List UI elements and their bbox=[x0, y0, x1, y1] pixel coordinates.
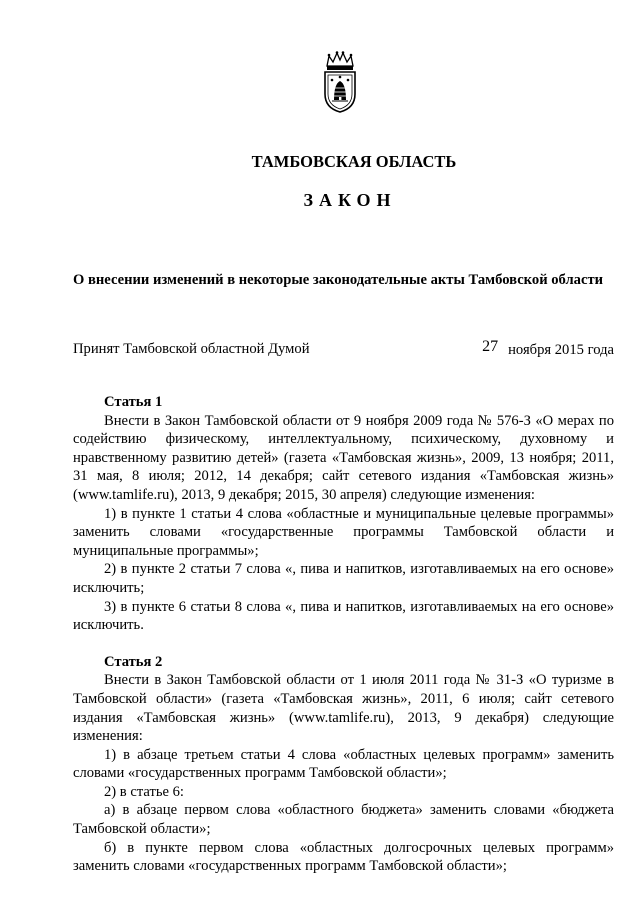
article-2-item: б) в пункте первом слова «областных долгосрочных целевых программ» заменить словами «государственных программ Тамбовской области»; bbox=[73, 839, 614, 875]
adoption-day: 27 bbox=[482, 338, 499, 355]
article-2-item: 2) в статье 6: bbox=[104, 783, 184, 800]
document-type-title: ЗАКОН bbox=[303, 190, 397, 210]
article-2-item: 1) в абзаце третьем статьи 4 слова «областных целевых программ» заменить словами «государственных программ Тамбовской области»; bbox=[73, 746, 614, 782]
article-2-intro: Внести в Закон Тамбовской области от 1 июля 2011 года № 31-З «О туризме в Тамбовской области» (газета «Тамбовская жизнь», 2011, 6 июля; сайт сетевого издания «Тамбовская жизнь» (www.tamlife.ru), 2013, 9 декабря) следующие изменения: bbox=[73, 672, 614, 745]
article-1-item: 2) в пункте 2 статьи 7 слова «, пива и напитков, изготавливаемых на его основе» исключить; bbox=[73, 561, 614, 596]
law-subject-title: О внесении изменений в некоторые законодательные акты Тамбовской области bbox=[73, 272, 604, 288]
adoption-date bbox=[482, 340, 614, 360]
region-name: ТАМБОВСКАЯ ОБЛАСТЬ bbox=[251, 152, 457, 171]
adoption-line bbox=[73, 340, 614, 359]
adoption-month-year: ноября 2015 года bbox=[508, 342, 614, 358]
law-body bbox=[73, 393, 614, 876]
article-1-item: 1) в пункте 1 статьи 4 слова «областные и муниципальные целевые программы» заменить словами «государственные программы Тамбовской области и муниципальные программы»; bbox=[73, 505, 614, 559]
adopted-by: Принят Тамбовской областной Думой bbox=[73, 341, 310, 357]
article-1-intro: Внести в Закон Тамбовской области от 9 ноября 2009 года № 576-З «О мерах по содействию физическому, интеллектуальному, психическому, духовному и нравственному развитию детей» (газета «Тамбовская жизнь», 2009, 13 ноября; 2011, 31 мая, 8 июля; 2012, 14 декабря; сайт сетевого издания «Тамбовская жизнь» (www.tamlife.ru), 2013, 9 декабря; 2015, 30 апреля) следующие изменения: bbox=[73, 412, 614, 503]
article-2-item: а) в абзаце первом слова «областного бюджета» заменить словами «бюджета Тамбовской области»; bbox=[73, 802, 614, 838]
article-1-item: 3) в пункте 6 статьи 8 слова «, пива и напитков, изготавливаемых на его основе» исключить. bbox=[73, 598, 614, 634]
article-2-heading: Статья 2 bbox=[104, 653, 163, 670]
article-1-heading: Статья 1 bbox=[104, 394, 163, 410]
coat-of-arms-icon bbox=[320, 50, 360, 114]
